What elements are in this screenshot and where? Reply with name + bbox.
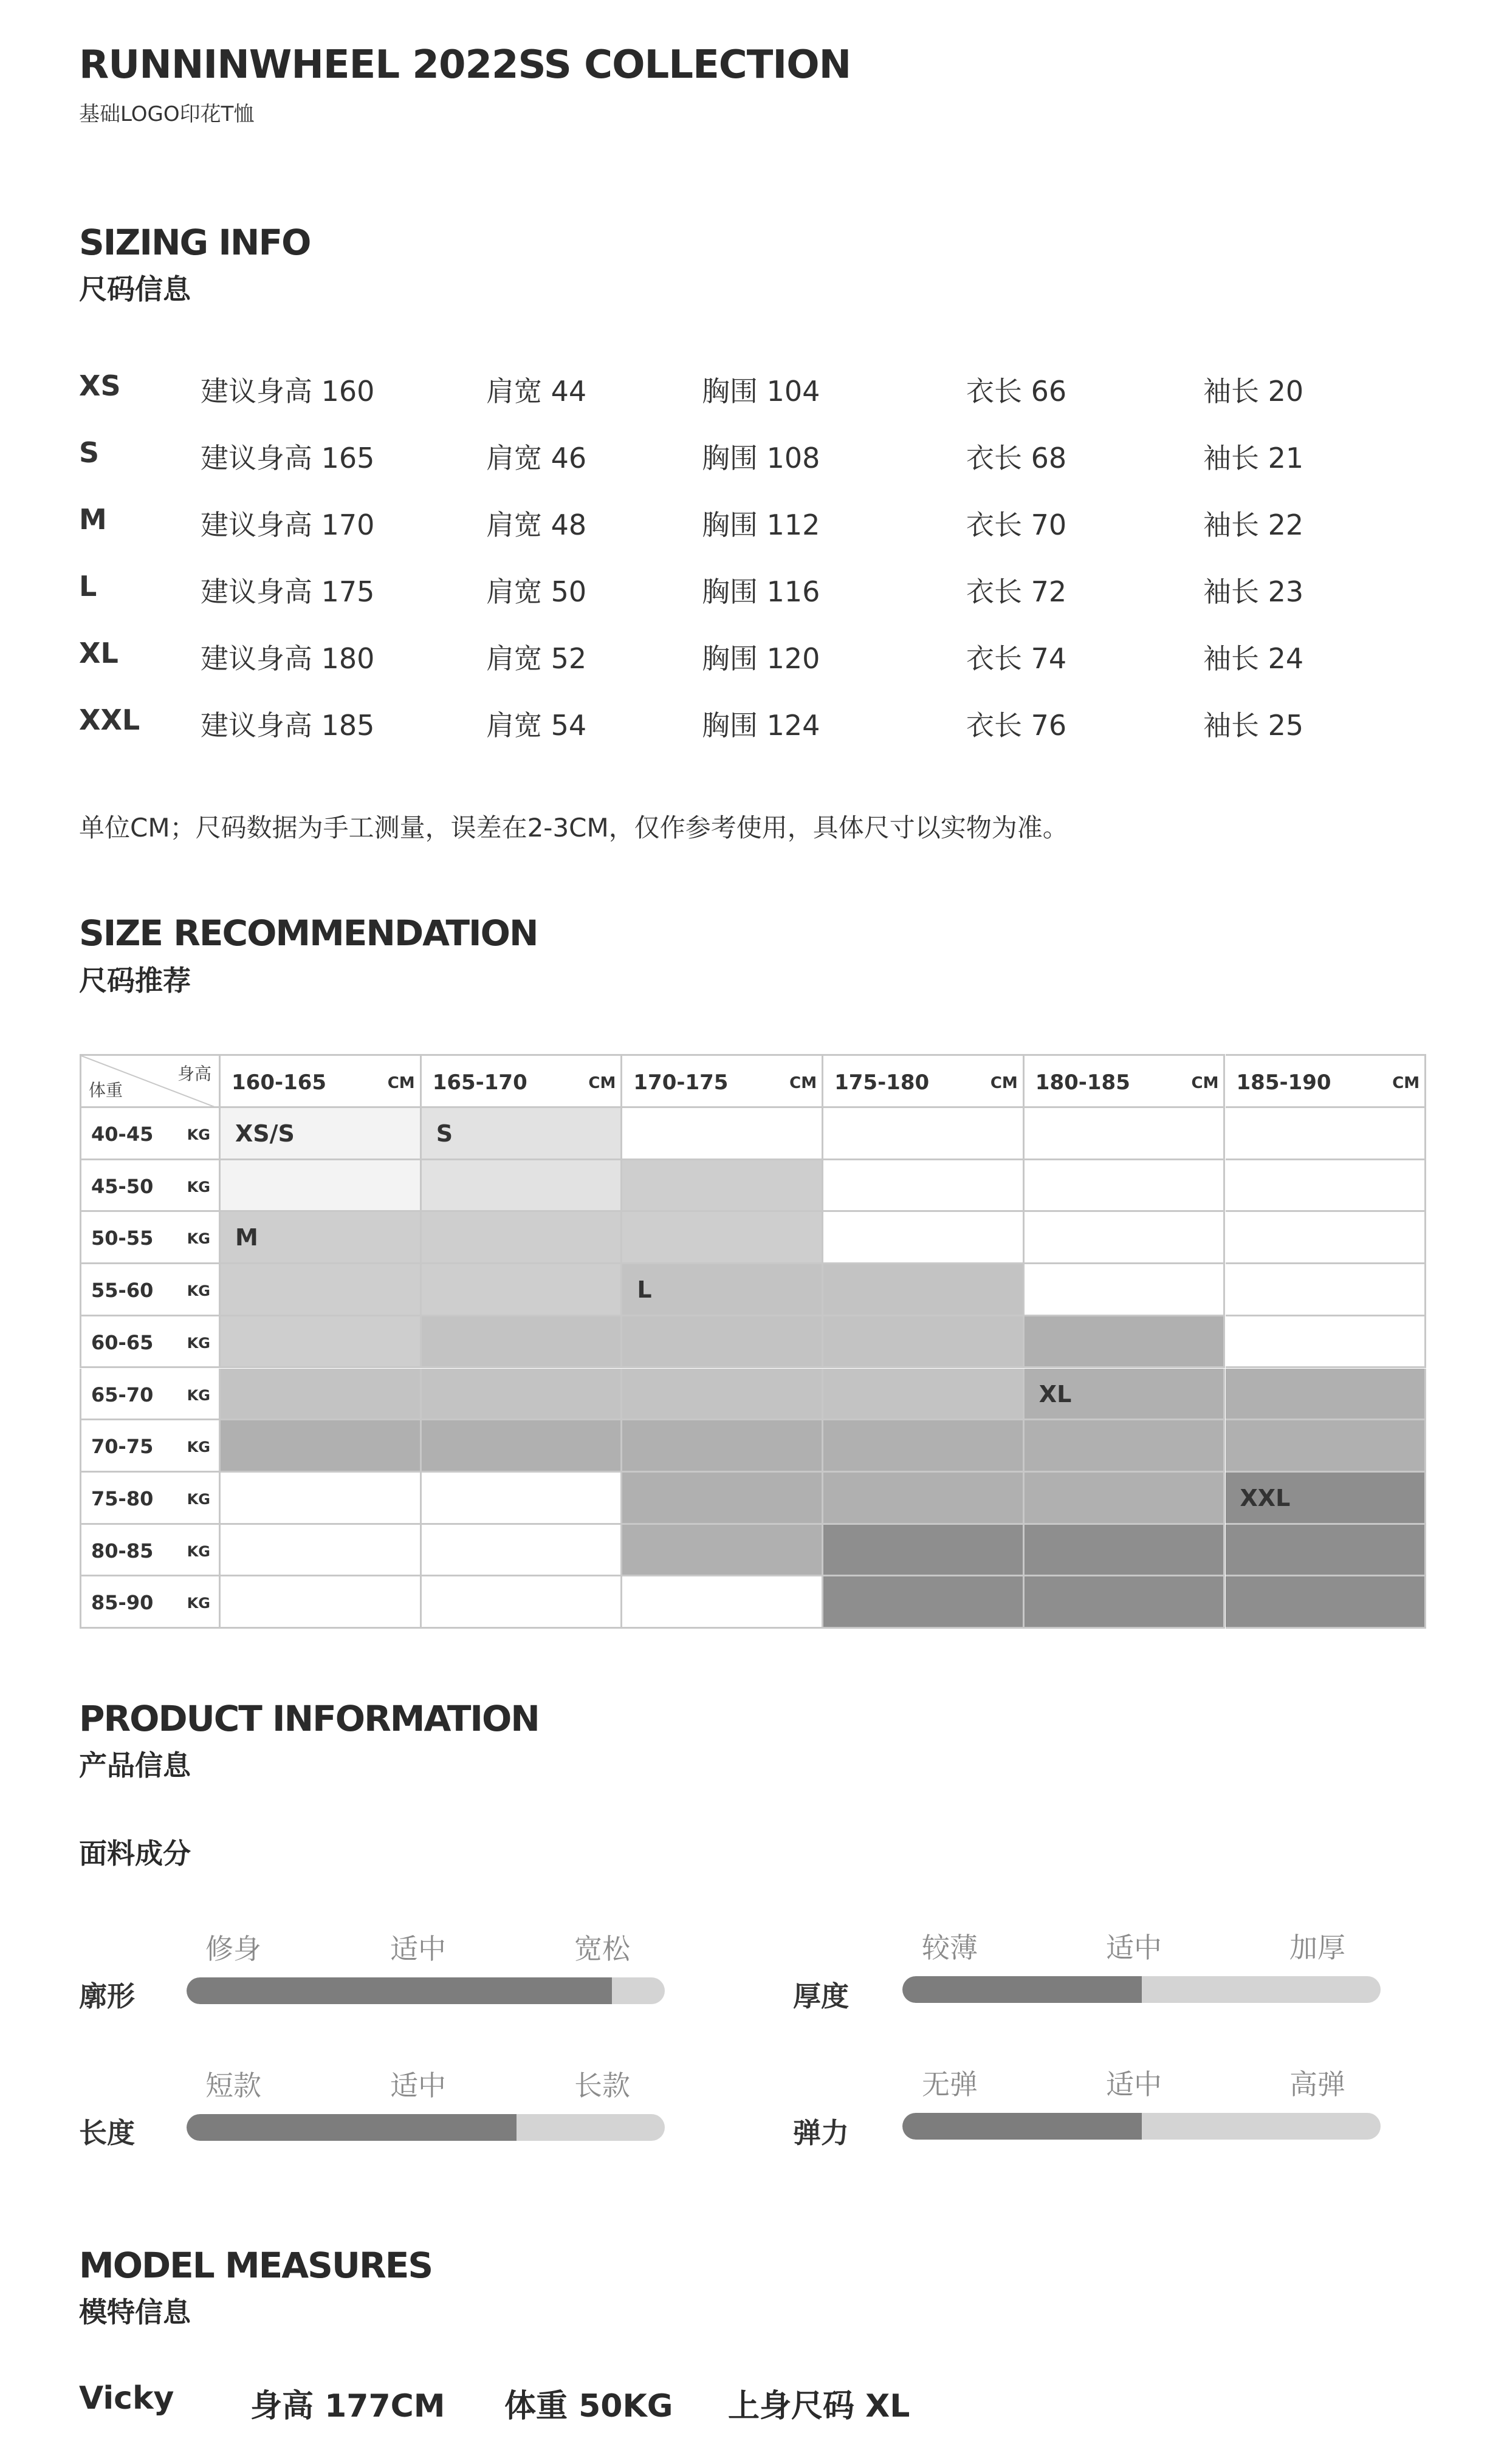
- size-row: [79, 503, 1416, 552]
- weight-range: 45-50: [91, 1174, 154, 1198]
- height-range: 180-185: [1035, 1070, 1130, 1095]
- chest: 胸围 112: [702, 508, 820, 541]
- recommended-height: 建议身高 185: [201, 709, 375, 742]
- size-cell: [221, 1316, 422, 1369]
- sizing-title-cn: 尺码信息: [79, 273, 191, 306]
- scale-mid: 适中: [390, 2069, 446, 2102]
- scale-right: 高弹: [1289, 2068, 1345, 2101]
- size-cell: [823, 1525, 1025, 1577]
- shoulder-width: 肩宽 52: [486, 642, 587, 675]
- size-cell: [823, 1264, 1025, 1316]
- scale-right: 宽松: [574, 1932, 630, 1965]
- weight-row-label: [80, 1369, 221, 1421]
- weight-row-label: [80, 1316, 221, 1369]
- garment-length: 衣长 66: [966, 375, 1067, 408]
- garment-length: 衣长 70: [966, 508, 1067, 541]
- corner-height-label: 身高: [177, 1064, 211, 1084]
- height-unit: CM: [789, 1074, 817, 1092]
- weight-row-label: [80, 1525, 221, 1577]
- size-zone-label: L: [637, 1276, 652, 1304]
- size-cell: [221, 1264, 422, 1316]
- size-cell: [422, 1369, 623, 1421]
- scale-mid: 适中: [1106, 1931, 1162, 1964]
- size-code: S: [79, 436, 100, 469]
- size-cell: [1025, 1576, 1226, 1629]
- garment-length: 衣长 72: [966, 575, 1067, 608]
- size-code: XS: [79, 369, 121, 402]
- size-cell: [422, 1264, 623, 1316]
- height-unit: CM: [990, 1074, 1018, 1092]
- size-cell: [622, 1576, 823, 1629]
- bar-track: [187, 2114, 665, 2141]
- height-unit: CM: [1392, 1074, 1420, 1092]
- size-cell: [622, 1473, 823, 1525]
- height-range: 170-175: [633, 1070, 729, 1095]
- model-title-cn: 模特信息: [79, 2296, 191, 2329]
- sleeve-length: 袖长 23: [1203, 575, 1304, 608]
- weight-range: 80-85: [91, 1539, 154, 1562]
- sleeve-length: 袖长 20: [1203, 375, 1304, 408]
- product-subtitle: 基础LOGO印花T恤: [79, 102, 255, 126]
- size-cell: [422, 1212, 623, 1264]
- weight-range: 70-75: [91, 1435, 154, 1459]
- size-cell: [422, 1576, 623, 1629]
- size-row: [79, 570, 1416, 618]
- height-header: [622, 1054, 823, 1108]
- height-range: 165-170: [432, 1070, 527, 1095]
- size-cell: [422, 1420, 623, 1473]
- weight-row-label: [80, 1473, 221, 1525]
- model-size: 上身尺码 XL: [728, 2388, 910, 2425]
- shoulder-width: 肩宽 48: [486, 508, 587, 541]
- size-cell: [1025, 1420, 1226, 1473]
- scale-mid: 适中: [1106, 2068, 1162, 2101]
- size-cell: [622, 1264, 823, 1316]
- scale-right: 长款: [574, 2069, 630, 2102]
- scale-left: 较薄: [922, 1931, 978, 1964]
- size-cell: [221, 1576, 422, 1629]
- height-range: 185-190: [1236, 1070, 1331, 1095]
- size-cell: [1025, 1473, 1226, 1525]
- chest: 胸围 104: [702, 375, 820, 408]
- height-range: 175-180: [834, 1070, 930, 1095]
- size-cell: [1226, 1108, 1427, 1160]
- chest: 胸围 108: [702, 442, 820, 474]
- size-cell: [1226, 1160, 1427, 1213]
- chest: 胸围 120: [702, 642, 820, 675]
- height-unit: CM: [588, 1074, 616, 1092]
- size-recommendation-grid: [80, 1054, 1426, 1629]
- height-header: [221, 1054, 422, 1108]
- size-cell: [823, 1576, 1025, 1629]
- height-range: 160-165: [232, 1070, 327, 1095]
- size-cell: [221, 1473, 422, 1525]
- size-cell: [823, 1420, 1025, 1473]
- bar-track: [902, 2113, 1381, 2140]
- size-cell: [422, 1473, 623, 1525]
- shoulder-width: 肩宽 54: [486, 709, 587, 742]
- size-code: M: [79, 503, 107, 536]
- sleeve-length: 袖长 22: [1203, 508, 1304, 541]
- bar-label: 廓形: [79, 1980, 135, 2013]
- sleeve-length: 袖长 21: [1203, 442, 1304, 474]
- size-cell: [823, 1369, 1025, 1421]
- size-row: [79, 436, 1416, 485]
- size-cell: [1025, 1316, 1226, 1369]
- weight-row-label: [80, 1576, 221, 1629]
- size-cell: [622, 1525, 823, 1577]
- weight-unit: KG: [187, 1439, 210, 1456]
- weight-unit: KG: [187, 1334, 210, 1352]
- size-cell: [221, 1369, 422, 1421]
- corner-weight-label: 体重: [89, 1080, 123, 1100]
- recommendation-title-cn: 尺码推荐: [79, 964, 191, 997]
- size-cell: [221, 1420, 422, 1473]
- size-cell: [1226, 1576, 1427, 1629]
- size-cell: [221, 1160, 422, 1213]
- size-cell: [1025, 1525, 1226, 1577]
- fabric-label: 面料成分: [79, 1837, 191, 1870]
- size-cell: [422, 1160, 623, 1213]
- size-zone-label: XXL: [1240, 1484, 1291, 1511]
- height-header: [422, 1054, 623, 1108]
- size-cell: [823, 1212, 1025, 1264]
- weight-row-label: [80, 1108, 221, 1160]
- weight-unit: KG: [187, 1126, 210, 1143]
- grid-corner: [80, 1054, 221, 1108]
- size-cell: [1226, 1420, 1427, 1473]
- collection-title: RUNNINWHEEL 2022SS COLLECTION: [79, 43, 851, 87]
- chest: 胸围 124: [702, 709, 820, 742]
- model-height: 身高 177CM: [250, 2388, 445, 2425]
- size-cell: [823, 1160, 1025, 1213]
- garment-length: 衣长 68: [966, 442, 1067, 474]
- shoulder-width: 肩宽 50: [486, 575, 587, 608]
- size-cell: [1025, 1264, 1226, 1316]
- measurement-note: 单位CM；尺码数据为手工测量，误差在2-3CM，仅作参考使用，具体尺寸以实物为准。: [79, 813, 1068, 843]
- size-cell: [1226, 1264, 1427, 1316]
- size-cell: [1226, 1212, 1427, 1264]
- size-cell: [1025, 1108, 1226, 1160]
- size-zone-label: XL: [1038, 1380, 1072, 1408]
- bar-label: 长度: [79, 2117, 135, 2149]
- weight-row-label: [80, 1264, 221, 1316]
- size-cell: [823, 1316, 1025, 1369]
- size-zone-label: M: [235, 1224, 258, 1251]
- model-name: Vicky: [79, 2380, 174, 2417]
- size-cell: [622, 1420, 823, 1473]
- weight-unit: KG: [187, 1490, 210, 1508]
- product-title-en: PRODUCT INFORMATION: [79, 1698, 539, 1739]
- bar-fill: [902, 2113, 1142, 2140]
- size-cell: [1025, 1160, 1226, 1213]
- weight-range: 75-80: [91, 1487, 154, 1510]
- weight-range: 60-65: [91, 1330, 154, 1354]
- weight-unit: KG: [187, 1386, 210, 1404]
- size-cell: [1226, 1525, 1427, 1577]
- garment-length: 衣长 74: [966, 642, 1067, 675]
- weight-row-label: [80, 1160, 221, 1213]
- scale-right: 加厚: [1289, 1931, 1345, 1964]
- height-unit: CM: [387, 1074, 415, 1092]
- recommended-height: 建议身高 160: [201, 375, 375, 408]
- sizing-title-en: SIZING INFO: [79, 222, 311, 263]
- weight-range: 55-60: [91, 1279, 154, 1302]
- weight-unit: KG: [187, 1595, 210, 1612]
- height-header: [823, 1054, 1025, 1108]
- bar-track: [187, 1977, 665, 2004]
- weight-range: 65-70: [91, 1383, 154, 1406]
- size-code: XL: [79, 637, 118, 669]
- size-cell: [622, 1212, 823, 1264]
- product-title-cn: 产品信息: [79, 1749, 191, 1782]
- size-cell: [422, 1316, 623, 1369]
- size-cell: [422, 1525, 623, 1577]
- weight-unit: KG: [187, 1178, 210, 1196]
- recommendation-title-en: SIZE RECOMMENDATION: [79, 912, 538, 954]
- weight-row-label: [80, 1212, 221, 1264]
- sleeve-length: 袖长 24: [1203, 642, 1304, 675]
- scale-left: 修身: [205, 1932, 261, 1965]
- bar-label: 厚度: [793, 1980, 849, 2013]
- bar-fill: [187, 2114, 517, 2141]
- size-cell: [622, 1316, 823, 1369]
- model-title-en: MODEL MEASURES: [79, 2245, 433, 2286]
- size-code: XXL: [79, 703, 140, 736]
- size-cell: [1226, 1369, 1427, 1421]
- size-cell: [622, 1160, 823, 1213]
- weight-row-label: [80, 1420, 221, 1473]
- weight-range: 40-45: [91, 1123, 154, 1146]
- size-zone-label: S: [436, 1120, 453, 1147]
- shoulder-width: 肩宽 44: [486, 375, 587, 408]
- recommended-height: 建议身高 175: [201, 575, 375, 608]
- size-cell: [1226, 1316, 1427, 1369]
- scale-mid: 适中: [390, 1932, 446, 1965]
- recommended-height: 建议身高 170: [201, 508, 375, 541]
- sleeve-length: 袖长 25: [1203, 709, 1304, 742]
- size-zone-label: XS/S: [235, 1120, 295, 1147]
- size-row: [79, 703, 1416, 752]
- weight-unit: KG: [187, 1542, 210, 1560]
- size-row: [79, 369, 1416, 418]
- bar-track: [902, 1976, 1381, 2003]
- size-cell: [221, 1525, 422, 1577]
- scale-left: 短款: [205, 2069, 261, 2102]
- scale-left: 无弹: [922, 2068, 978, 2101]
- size-cell: [622, 1369, 823, 1421]
- weight-range: 50-55: [91, 1227, 154, 1250]
- size-cell: [823, 1108, 1025, 1160]
- height-header: [1226, 1054, 1427, 1108]
- weight-range: 85-90: [91, 1591, 154, 1615]
- bar-fill: [902, 1976, 1142, 2003]
- bar-fill: [187, 1977, 612, 2004]
- garment-length: 衣长 76: [966, 709, 1067, 742]
- size-cell: [622, 1108, 823, 1160]
- size-cell: [823, 1473, 1025, 1525]
- height-unit: CM: [1191, 1074, 1219, 1092]
- size-code: L: [79, 570, 97, 603]
- recommended-height: 建议身高 180: [201, 642, 375, 675]
- size-row: [79, 637, 1416, 685]
- weight-unit: KG: [187, 1230, 210, 1248]
- size-cell: [1025, 1212, 1226, 1264]
- chest: 胸围 116: [702, 575, 820, 608]
- weight-unit: KG: [187, 1282, 210, 1300]
- bar-label: 弹力: [793, 2117, 849, 2149]
- model-weight: 体重 50KG: [504, 2388, 673, 2425]
- height-header: [1025, 1054, 1226, 1108]
- recommended-height: 建议身高 165: [201, 442, 375, 474]
- shoulder-width: 肩宽 46: [486, 442, 587, 474]
